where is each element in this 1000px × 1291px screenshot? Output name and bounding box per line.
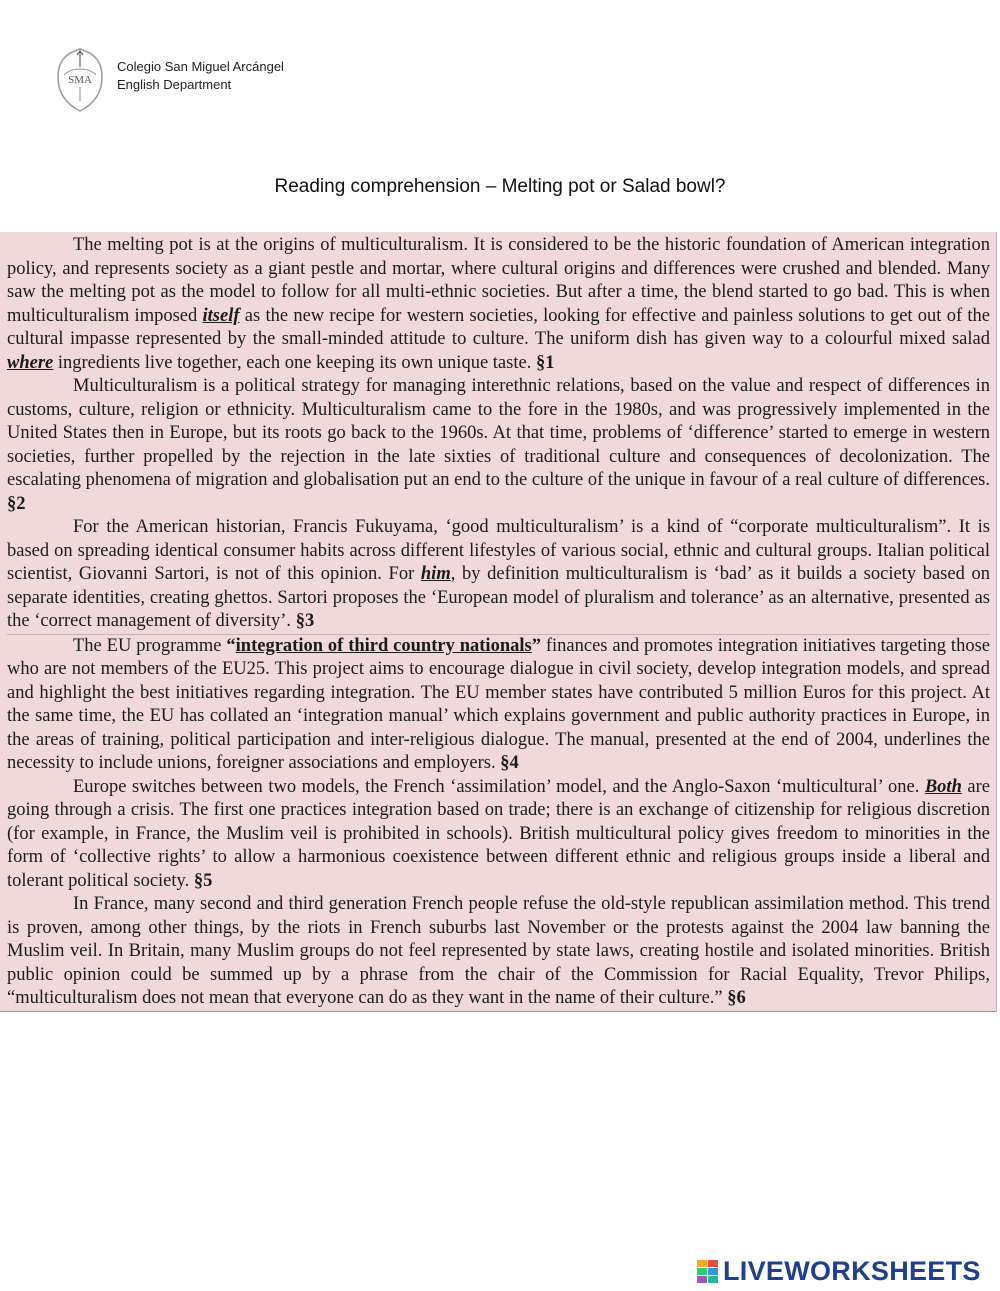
- paragraph-text: In France, many second and third generation French people refuse the old-style republican assimilation method. This trend is proven, among other things, by the riots in French suburbs last November or the protests against the 2004 law banning the Muslim veil. In Britain, many Muslim groups do not feel represented by state laws, creating hostile and isolated minorities. British public opinion could be summed up by a phrase from the chair of the Commission for Racial Equality, Trevor Philips, “multiculturalism does not mean that everyone can do as they want in the name of their culture.”: [7, 894, 990, 1008]
- paragraph-text: , by definition multiculturalism is ‘bad’ as it builds a society based on separate identities, creating ghettos. Sartori proposes the ‘European model of pluralism and tolerance’ as an alternative, presented as the ‘correct management of diversity’.: [7, 564, 990, 631]
- quote-open: “: [226, 635, 236, 656]
- paragraph-text: are going through a crisis. The first one practices integration based on trade; there is an exchange of citizenship for religious discretion (for example, in France, the Muslim veil is prohibited in schools). British multicultural policy gives freedom to minorities in the form of ‘collective rights’ to allow a harmonious coexistence between different ethnic and religious groups inside a liberal and tolerant political society.: [7, 776, 990, 891]
- paragraph-ref: §6: [727, 988, 746, 1008]
- paragraph-ref: §3: [295, 611, 315, 631]
- paragraph-2: [7, 375, 990, 516]
- school-info: [117, 58, 284, 94]
- paragraph-4: [7, 635, 990, 776]
- paragraph-text: finances and promotes integration initiatives targeting those who are not members of the EU25. This project aims to encourage dialogue in civil society, develop integration models, and spread and highlight the best initiatives regarding integration. The EU member states have contributed 5 million Euros for this project. At the same time, the EU has collated an ‘integration manual’ which explains government and public authority practices in Europe, in the areas of training, political participation and inter-religious dialogue. The manual, presented at the end of 2004, underlines the necessity to include unions, foreigner associations and employers.: [7, 635, 990, 773]
- highlighted-word-itself: itself: [202, 305, 240, 326]
- paragraph-ref: §2: [7, 493, 26, 514]
- highlighted-phrase-integration: integration of third country nationals: [235, 635, 532, 656]
- liveworksheets-logo[interactable]: [697, 1257, 997, 1287]
- paragraph-text: Multiculturalism is a political strategy for managing interethnic relations, based on the value and respect of differences in customs, culture, religion or ethnicity. Multiculturalism came to the fore in the 1980s, and was progressively implemented in the United States then in Europe, but its roots go back to the 1960s. At that time, problems of ‘difference’ started to emerge in western societies, further propelled by the rejection in the late sixties of traditional culture and consequences of decolonization. The escalating phenomena of migration and globalisation put an end to the culture of the unique in favour of a real culture of differences.: [7, 376, 990, 490]
- liveworksheets-blocks-icon: [697, 1260, 719, 1284]
- paragraph-5: [7, 776, 990, 894]
- department-name: English Department: [117, 77, 232, 92]
- school-name: Colegio San Miguel Arcángel: [117, 59, 284, 74]
- paragraph-text: ingredients live together, each one keeping its own unique taste.: [53, 352, 536, 373]
- highlighted-word-him: him: [420, 564, 451, 584]
- paragraph-3: [7, 516, 990, 635]
- page-title: Reading comprehension – Melting pot or Salad bowl?: [274, 176, 726, 197]
- paragraph-ref: §1: [535, 352, 555, 373]
- quote-close: ”: [531, 635, 541, 656]
- paragraph-text: For the American historian, Francis Fukuyama, ‘good multiculturalism’ is a kind of “corporate multiculturalism”. It is based on spreading identical consumer habits across different lifestyles of various social, ethnic and cultural groups. Italian political scientist, Giovanni Sartori, is not of this opinion. For: [7, 517, 990, 584]
- reading-passage: [0, 232, 997, 1012]
- paragraph-text: The EU programme: [73, 635, 227, 656]
- paragraph-ref: §5: [193, 870, 213, 891]
- highlighted-word-where: where: [7, 352, 54, 373]
- paragraph-ref: §4: [500, 753, 519, 773]
- logo-text: SMA: [68, 74, 92, 86]
- paragraph-text: The melting pot is at the origins of multiculturalism. It is considered to be the historic foundation of American integration policy, and represents society as a giant pestle and mortar, where cultural origins and differences were crushed and blended. Many saw the melting pot as the model to follow for all multi-ethnic societies. But after a time, the blend started to go bad. This is when multiculturalism imposed: [7, 235, 990, 326]
- paragraph-6: [7, 893, 990, 1011]
- paragraph-text: as the new recipe for western societies, looking for effective and painless solutions to get out of the cultural impasse represented by the small-minded attitude to culture. The uniform dish has given way to a colourful mixed salad: [7, 305, 990, 349]
- highlighted-word-both: Both: [924, 776, 962, 797]
- paragraph-1: [7, 234, 990, 375]
- liveworksheets-brand: LIVEWORKSHEETS: [723, 1256, 981, 1286]
- school-crest-logo: [54, 47, 106, 113]
- paragraph-text: Europe switches between two models, the French ‘assimilation’ model, and the Anglo-Saxon ‘multicultural’ one.: [73, 776, 925, 797]
- header: [54, 47, 474, 113]
